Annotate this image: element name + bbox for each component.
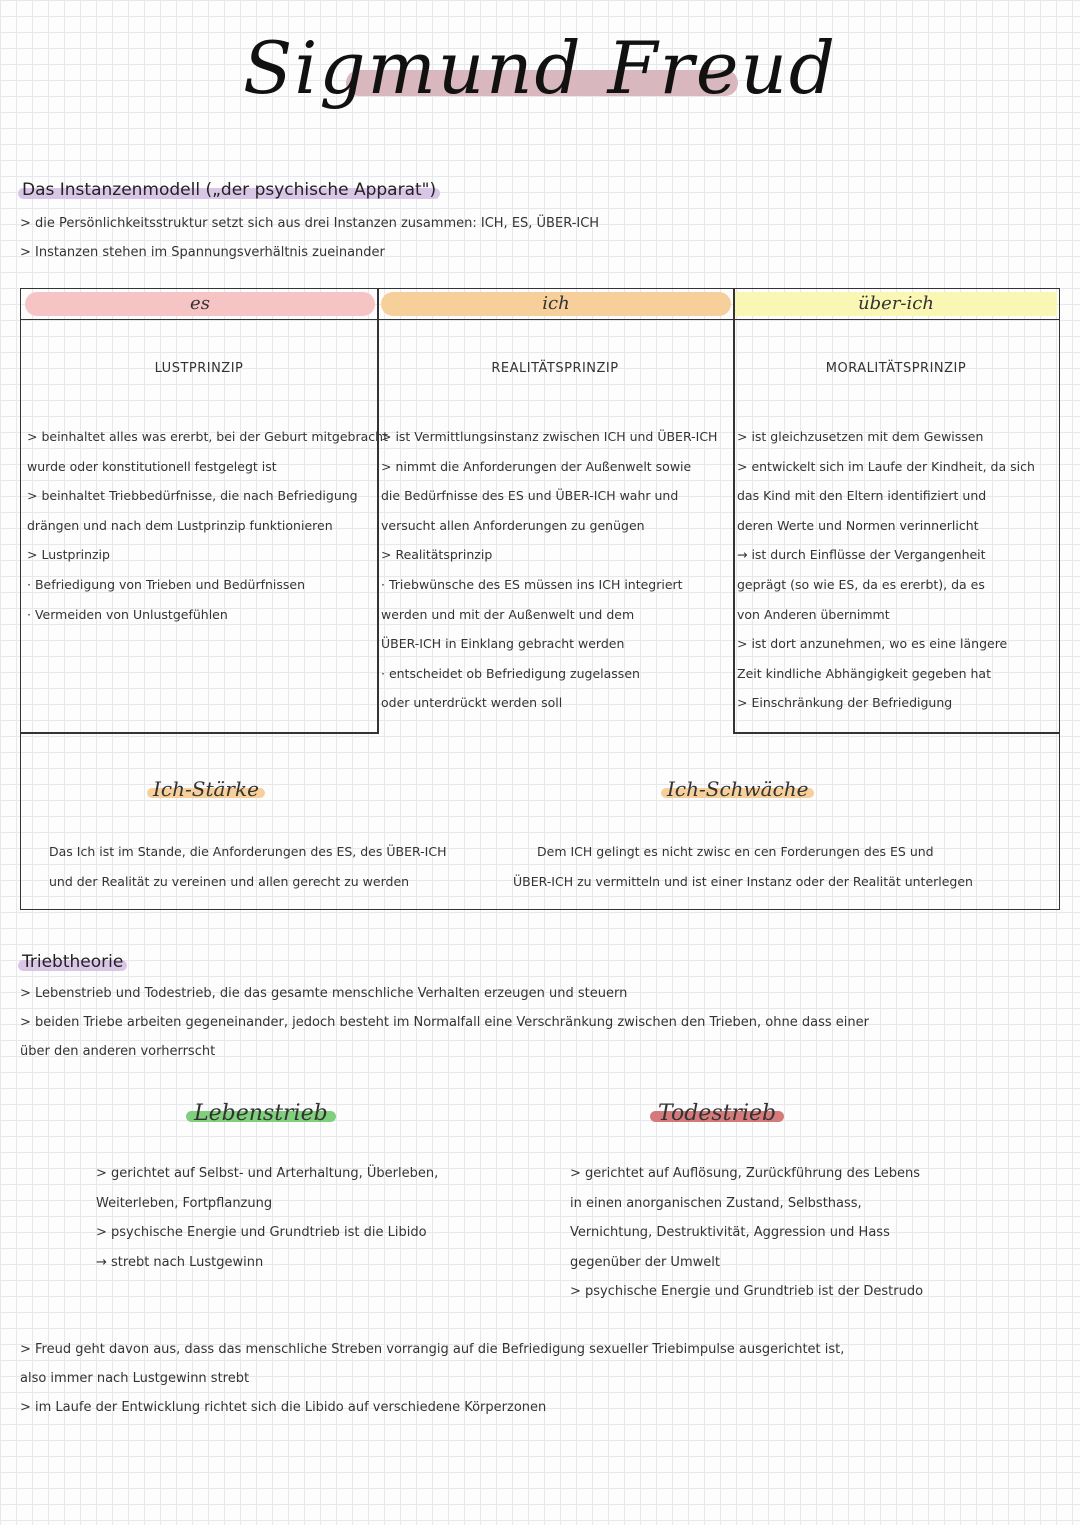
section-heading-triebtheorie bbox=[18, 952, 127, 972]
row-divider bbox=[21, 732, 377, 734]
list-item: → strebt nach Lustgewinn bbox=[96, 1254, 264, 1270]
list-item: wurde oder konstitutionell festgelegt ist bbox=[27, 458, 277, 474]
list-item: > ist Vermittlungsinstanz zwischen ICH und ÜBER-ICH bbox=[381, 429, 718, 444]
list-item: → ist durch Einflüsse der Vergangenheit bbox=[737, 547, 986, 563]
header-es: es bbox=[25, 292, 375, 316]
title-area bbox=[0, 18, 1080, 148]
intro-line-1: > die Persönlichkeitsstruktur setzt sich aus drei Instanzen zusammen: ICH, ES, ÜBER-ICH bbox=[20, 216, 600, 231]
list-item: > beinhaltet Triebbedürfnisse, die nach Befriedigung bbox=[27, 488, 358, 504]
principle-es: LUSTPRINZIP bbox=[154, 361, 244, 376]
list-item: die Bedürfnisse des ES und ÜBER-ICH wahr und bbox=[381, 488, 679, 504]
list-item: oder unterdrückt werden soll bbox=[381, 695, 563, 711]
ich-description bbox=[381, 422, 717, 718]
list-item: Vernichtung, Destruktivität, Aggression und Hass bbox=[570, 1225, 890, 1241]
principle-ueber-ich: MORALITÄTSPRINZIP bbox=[825, 361, 967, 376]
trieb-line-2: > beiden Triebe arbeiten gegeneinander, jedoch besteht im Normalfall eine Verschränkung zwischen den Trieben, ohne dass einer bbox=[20, 1015, 869, 1030]
list-item: von Anderen übernimmt bbox=[737, 606, 890, 622]
todestrieb-heading: Todestrieb bbox=[650, 1101, 784, 1126]
list-item: drängen und nach dem Lustprinzip funktionieren bbox=[27, 517, 333, 533]
heading-text: Das Instanzenmodell („der psychische Apparat") bbox=[18, 180, 440, 200]
text-line: Dem ICH gelingt es nicht zwisc en cen Forderungen des ES und bbox=[537, 844, 934, 859]
instanzen-table bbox=[20, 288, 1060, 910]
list-item: versucht allen Anforderungen zu genügen bbox=[381, 517, 645, 533]
list-item: das Kind mit den Eltern identifiziert und bbox=[737, 488, 987, 504]
list-item: · Befriedigung von Trieben und Bedürfnissen bbox=[27, 576, 306, 592]
list-item: deren Werte und Normen verinnerlicht bbox=[737, 517, 979, 533]
es-description bbox=[27, 422, 388, 629]
page-title: Sigmund Freud bbox=[243, 26, 837, 110]
list-item: > ist gleichzusetzen mit dem Gewissen bbox=[737, 429, 984, 444]
section-heading-instanzenmodell bbox=[18, 180, 440, 200]
header-ich: ich bbox=[381, 292, 731, 316]
list-item: · Triebwünsche des ES müssen ins ICH integriert bbox=[381, 576, 683, 592]
text-line: ÜBER-ICH zu vermitteln und ist einer Instanz oder der Realität unterlegen bbox=[513, 873, 973, 889]
list-item: > psychische Energie und Grundtrieb ist die Libido bbox=[96, 1225, 427, 1241]
list-item: in einen anorganischen Zustand, Selbsthass, bbox=[570, 1195, 862, 1211]
ich-schwaeche-text bbox=[513, 837, 973, 896]
list-item: > beinhaltet alles was ererbt, bei der Geburt mitgebracht bbox=[27, 429, 388, 444]
ich-staerke-heading: Ich-Stärke bbox=[147, 777, 265, 801]
lebenstrieb-description bbox=[96, 1159, 438, 1277]
ich-schwaeche-heading: Ich-Schwäche bbox=[661, 777, 814, 801]
list-item: > gerichtet auf Selbst- und Arterhaltung, Überleben, bbox=[96, 1166, 439, 1181]
list-item: werden und mit der Außenwelt und dem bbox=[381, 606, 635, 622]
row-divider bbox=[733, 732, 1059, 734]
column-divider bbox=[733, 289, 735, 734]
table-header-row bbox=[21, 289, 1059, 320]
text-line: Das Ich ist im Stande, die Anforderungen des ES, des ÜBER-ICH bbox=[49, 844, 447, 859]
header-ueber-ich: über-ich bbox=[735, 292, 1057, 316]
list-item: > Lustprinzip bbox=[27, 547, 110, 563]
text-line: und der Realität zu vereinen und allen gerecht zu werden bbox=[49, 873, 410, 889]
list-item: > psychische Energie und Grundtrieb ist der Destrudo bbox=[570, 1284, 924, 1300]
ich-staerke-text bbox=[49, 837, 446, 896]
footer-line-3: > im Laufe der Entwicklung richtet sich die Libido auf verschiedene Körperzonen bbox=[20, 1400, 547, 1415]
list-item: ÜBER-ICH in Einklang gebracht werden bbox=[381, 636, 625, 652]
list-item: · entscheidet ob Befriedigung zugelassen bbox=[381, 665, 640, 681]
list-item: > gerichtet auf Auflösung, Zurückführung des Lebens bbox=[570, 1166, 920, 1181]
footer-line-1: > Freud geht davon aus, dass das menschliche Streben vorrangig auf die Befriedigung sexueller Triebimpulse ausgerichtet ist, bbox=[20, 1342, 845, 1357]
list-item: > nimmt die Anforderungen der Außenwelt sowie bbox=[381, 458, 692, 474]
list-item: > Einschränkung der Befriedigung bbox=[737, 695, 953, 711]
footer-line-2: also immer nach Lustgewinn strebt bbox=[20, 1371, 250, 1386]
lebenstrieb-heading: Lebenstrieb bbox=[186, 1101, 336, 1126]
list-item: > Realitätsprinzip bbox=[381, 547, 493, 563]
intro-line-2: > Instanzen stehen im Spannungsverhältnis zueinander bbox=[20, 245, 385, 260]
heading-text: Triebtheorie bbox=[18, 952, 127, 972]
principle-ich: REALITÄTSPRINZIP bbox=[491, 361, 619, 376]
ueber-ich-description bbox=[737, 422, 1035, 718]
list-item: geprägt (so wie ES, da es ererbt), da es bbox=[737, 576, 985, 592]
trieb-line-1: > Lebenstrieb und Todestrieb, die das gesamte menschliche Verhalten erzeugen und steuern bbox=[20, 986, 628, 1001]
list-item: > entwickelt sich im Laufe der Kindheit, da sich bbox=[737, 458, 1035, 474]
trieb-line-3: über den anderen vorherrscht bbox=[20, 1044, 216, 1059]
list-item: > ist dort anzunehmen, wo es eine längere bbox=[737, 636, 1008, 652]
list-item: Weiterleben, Fortpflanzung bbox=[96, 1195, 273, 1211]
todestrieb-description bbox=[570, 1159, 923, 1307]
list-item: · Vermeiden von Unlustgefühlen bbox=[27, 606, 228, 622]
list-item: Zeit kindliche Abhängigkeit gegeben hat bbox=[737, 665, 991, 681]
list-item: gegenüber der Umwelt bbox=[570, 1254, 720, 1270]
